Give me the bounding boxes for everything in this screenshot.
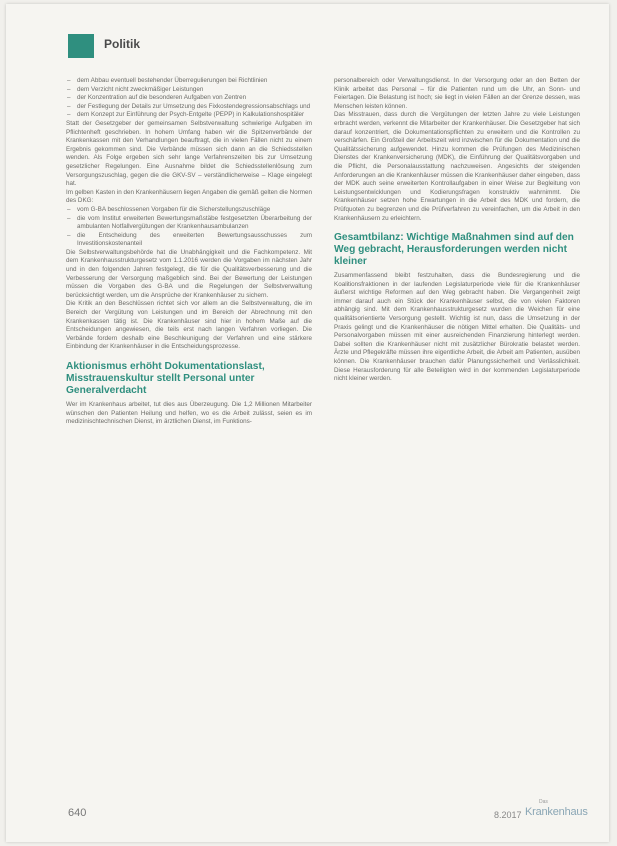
paragraph: Im gelben Kasten in den Krankenhäusern liegen Angaben die gemäß gelten die Normen des DKG: bbox=[66, 188, 312, 205]
journal-logo bbox=[525, 799, 587, 825]
logo-prefix: Das bbox=[539, 799, 548, 805]
right-column bbox=[334, 77, 580, 384]
section-heading: Gesamtbilanz: Wichtige Maßnahmen sind auf den Weg gebracht, Herausforderungen werden nicht kleiner bbox=[334, 232, 574, 268]
journal-page bbox=[6, 4, 609, 842]
paragraph: Die Selbstverwaltungsbehörde hat die Unabhängigkeit und die Fachkompetenz. Mit dem Krankenhausstrukturgesetz vom 1.1.2016 werden die Vorgaben im nächsten Jahr und in den folgenden Jahren festgelegt, die für die Qualitätsverbesserung und die Verbesserung der Versorgung maßgeblich sind. Bei der Bewertung der Leistungen müssen die Vorgaben des G-BA und die Regelungen der Selbstverwaltung berücksichtigt werden, um die Ansprüche der Krankenhäuser zu sichern. bbox=[66, 248, 312, 299]
paragraph: personalbereich oder Verwaltungsdienst. In der Versorgung oder an den Betten der Klinik arbeitet das Personal – für die Patienten rund um die Uhr, an Sonn- und Feiertagen. Die Belastung ist hoch; sie liegt in vielen Fällen an der Grenze dessen, was Menschen leisten können. bbox=[334, 77, 580, 110]
paragraph: Zusammenfassend bleibt festzuhalten, dass die Bundesregierung und die Koalitionsfraktionen in der laufenden Legislaturperiode viele für die Krankenhäuser äußerst wichtige Reformen auf den Weg gebracht haben. Die Vergangenheit zeigt immer darauf auch ein Stück der Krankenhäuser selbst, die von vielen Faktoren abhängig sind. Mit dem Krankenhausstrukturgesetz wurden die Weichen für eine qualitätsorientierte Versorgung gestellt. Wichtig ist nun, dass die Umsetzung in der Praxis gelingt und die Krankenhäuser die nötigen Mittel erhalten. Die Qualitäts- und Personalvorgaben müssen mit einer ausreichenden Finanzierung hinterlegt werden. Dabei sollten die Krankenhäuser nicht mit zusätzlicher Bürokratie belastet werden. Ärzte und Pflegekräfte müssen ihre eigentliche Arbeit, die Arbeit am Patienten, ausüben können. Die Krankenhäuser brauchen dafür Planungssicherheit und Verlässlichkeit. Diese Herausforderung für alle Beteiligten wird in der kommenden Legislaturperiode nicht kleiner werden. bbox=[334, 272, 580, 383]
left-column bbox=[66, 77, 312, 427]
logo-name: Krankenhaus bbox=[525, 806, 588, 818]
bullet-list-top bbox=[66, 77, 312, 120]
list-item: – dem Verzicht nicht zweckmäßiger Leistungen bbox=[66, 86, 312, 95]
section-color-block bbox=[68, 34, 94, 58]
section-heading: Aktionismus erhöht Dokumentationslast, Misstrauenskultur stellt Personal unter Generalverdacht bbox=[66, 361, 265, 396]
list-item: – dem Abbau eventuell bestehender Überregulierungen bei Richtlinien bbox=[66, 77, 312, 86]
paragraph: Die Kritik an den Beschlüssen richtet sich vor allem an die Selbstverwaltung, die im Bereich der Vergütung von Leistungen und im Bereich der Abrechnung mit den Krankenkassen tätig ist. Die Krankenhäuser sind hier in hohem Maße auf die Entscheidungen angewiesen, die teils erst nach langen Verfahren vorliegen. Die Verbände fordern deshalb eine Beschleunigung der Verfahren und eine stärkere Einbindung der Krankenhäuser in die Entscheidungsprozesse. bbox=[66, 300, 312, 351]
paragraph: Statt der Gesetzgeber der gemeinsamen Selbstverwaltung schwierige Aufgaben im Pflichtenheft geschrieben. In hohem Umfang haben wir die Spitzenverbände der Krankenkassen mit den Verhandlungen beauftragt, die in vielen Fällen nicht zu einem Ergebnis gekommen sind. Die Verbände müssen sich dann an die Schiedsstellen wenden. Als Folge ergeben sich sehr lange Verfahrenszeiten bis zur Umsetzung gesetzlicher Regelungen. Eine Ausnahme bildet die Schiedsstellenlösung zum Versorgungszuschlag, gegen die die GKV-SV – verständlicherweise – Klage eingelegt hat. bbox=[66, 119, 312, 188]
bullet-list-middle bbox=[66, 206, 312, 249]
paragraph: Wer im Krankenhaus arbeitet, tut dies aus Überzeugung. Die 1,2 Millionen Mitarbeiter wünschen den Patienten Heilung und helfen, wo es die Arbeit zulässt, seien es im medizinischtechnischen Dienst, im ärztlichen Dienst, im Funktions- bbox=[66, 401, 312, 426]
list-item: – vom G-BA beschlossenen Vorgaben für die Sicherstellungszuschläge bbox=[66, 206, 312, 215]
list-item: – die Entscheidung des erweiterten Bewertungsausschusses zum Investitionskostenanteil bbox=[66, 232, 312, 249]
list-item: – der Konzentration auf die besonderen Aufgaben von Zentren bbox=[66, 94, 312, 103]
list-item: – die vom Institut erweiterten Bewertungsmaßstäbe festgesetzten Überarbeitung der ambulanten Notfallvergütungen der Krankenhausambulanzen bbox=[66, 215, 312, 232]
section-header bbox=[68, 34, 268, 58]
list-item: – der Festlegung der Details zur Umsetzung des Fixkostendegressionsabschlags und bbox=[66, 103, 312, 112]
list-item: – dem Konzept zur Einführung der Psych-Entgelte (PEPP) in Kalkulationshospitäler bbox=[66, 111, 312, 120]
section-label: Politik bbox=[104, 37, 141, 51]
page-number: 640 bbox=[68, 807, 87, 819]
issue-number: 8.2017 bbox=[494, 810, 522, 820]
paragraph: Das Misstrauen, dass durch die Vergütungen der letzten Jahre zu viele Leistungen erbracht werden, verkennt die Mitarbeiter der Krankenhäuser. Die Gesetzgeber hat sich darauf konzentriert, die Dokumentationspflichten zu erweitern und die Kontrollen zu verschärfen. Ein Großteil der Arbeitszeit wird inzwischen für die Dokumentation und die Qualitätssicherung aufgewendet. Hinzu kommen die Prüfungen des Medizinischen Dienstes der Krankenversicherung (MDK), die Einführung der Qualitätsvorgaben und die Pflicht, die Personalausstattung nachzuweisen. Angesichts der steigenden Anforderungen an die Krankenhäuser müssen die Krankenhäuser daher eingeben, dass der MDK auch seine erweiterten Kontrollaufgaben in einer Weise zur Begleitung von Leistungsentwicklungen und Kodierungsfragen konstruktiv wahrnimmt. Die Krankenhäuser setzen hohe Erwartungen in die Arbeit des MDK und fordern, die Prüfquoten zu begrenzen und die Prüfverfahren zu vereinfachen, um die Arbeit in den Krankenhäusern zu erleichtern. bbox=[334, 111, 580, 222]
